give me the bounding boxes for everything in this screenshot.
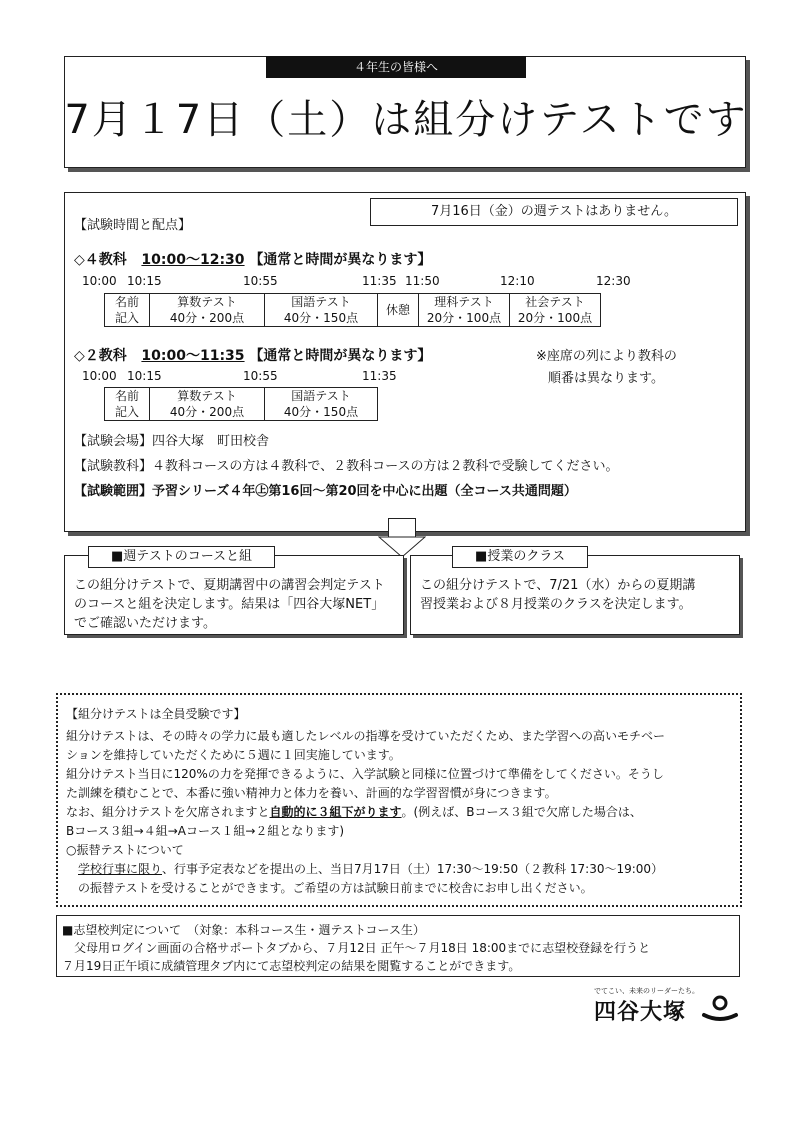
time-mark: 10:55 bbox=[243, 369, 278, 383]
table-cell: 算数テスト 40分・200点 bbox=[150, 294, 265, 327]
table-cell: 休憩 bbox=[378, 294, 419, 327]
absence-example: Bコース３組→４組→Aコース１組→２組となります) bbox=[66, 824, 345, 838]
weekly-test-text: のコースと組を決定します。結果は「四谷大塚NET」 bbox=[74, 597, 385, 612]
table-cell: 算数テスト 40分・200点 bbox=[150, 388, 265, 421]
course4-note: 【通常と時間が異なります】 bbox=[249, 252, 432, 268]
course4-schedule-table bbox=[104, 293, 601, 327]
course4-heading bbox=[74, 249, 431, 269]
all-students-heading: 【組分けテストは全員受験です】 bbox=[66, 707, 246, 721]
absence-notice: なお、組分けテストを欠席されますと自動的に３組下がります。(例えば、Bコース３組で欠席した場合は、 bbox=[66, 805, 642, 819]
seat-note: 順番は異なります。 bbox=[548, 371, 664, 386]
table-cell: 国語テスト 40分・150点 bbox=[265, 294, 378, 327]
grade-label: ４年生の皆様へ bbox=[266, 56, 526, 78]
weekly-test-heading: ■週テストのコースと組 bbox=[88, 546, 275, 568]
table-cell: 名前 記入 bbox=[105, 388, 150, 421]
table-cell: 国語テスト 40分・150点 bbox=[265, 388, 378, 421]
time-mark: 10:15 bbox=[127, 369, 162, 383]
school-judgement-text: 父母用ログイン画面の合格サポートタブから、７月12日 正午～７月18日 18:00までに志望校登録を行うと bbox=[74, 941, 651, 955]
school-judgement-heading: ■志望校判定について （対象：本科コース生・週テストコース生） bbox=[62, 923, 425, 937]
time-mark: 10:00 bbox=[82, 274, 117, 288]
course2-note: 【通常と時間が異なります】 bbox=[249, 348, 432, 364]
time-mark: 10:55 bbox=[243, 274, 278, 288]
course4-time: 10:00～12:30 bbox=[141, 252, 245, 268]
all-students-text: 組分けテストは、その時々の学力に最も適したレベルの指導を受けていただくため、また学習への高いモチベー bbox=[66, 729, 666, 743]
class-text: この組分けテストで、7/21（水）からの夏期講 bbox=[420, 578, 696, 593]
time-mark: 11:35 bbox=[362, 274, 397, 288]
absence-penalty: 自動的に３組下がります bbox=[269, 805, 402, 819]
logo-icon bbox=[700, 993, 740, 1025]
logo-text: 四谷大塚 bbox=[594, 1000, 687, 1025]
weekly-test-text: この組分けテストで、夏期講習中の講習会判定テスト bbox=[74, 578, 385, 593]
time-mark: 11:50 bbox=[405, 274, 440, 288]
makeup-heading: ○振替テストについて bbox=[66, 843, 184, 857]
exam-subjects: 【試験教科】４教科コースの方は４教科で、２教科コースの方は２教科で受験してください。 bbox=[74, 459, 619, 474]
makeup-text: 学校行事に限り、行事予定表などを提出の上、当日7月17日（土）17:30～19:50（２教科 17:30～19:00） bbox=[78, 862, 664, 876]
all-students-text: た訓練を積むことで、本番に強い精神力と体力を養い、計画的な学習習慣が身につきます。 bbox=[66, 786, 557, 800]
weekly-test-notice: 7月16日（金）の週テストはありません。 bbox=[370, 198, 738, 226]
time-mark: 11:35 bbox=[362, 369, 397, 383]
exam-venue: 【試験会場】四谷大塚 町田校舎 bbox=[74, 434, 270, 449]
class-text: 習授業および８月授業のクラスを決定します。 bbox=[420, 597, 692, 612]
table-row bbox=[105, 388, 378, 421]
table-cell: 名前 記入 bbox=[105, 294, 150, 327]
time-mark: 12:10 bbox=[500, 274, 535, 288]
school-judgement-text: ７月19日正午頃に成績管理タブ内にて志望校判定の結果を閲覧することができます。 bbox=[62, 959, 521, 973]
table-cell: 社会テスト 20分・100点 bbox=[510, 294, 601, 327]
seat-note: ※座席の列により教科の bbox=[536, 349, 677, 364]
time-mark: 12:30 bbox=[596, 274, 631, 288]
course2-schedule-table bbox=[104, 387, 378, 421]
page-title: 7月１7日（土）は組分けテストです bbox=[64, 97, 748, 143]
time-mark: 10:00 bbox=[82, 369, 117, 383]
course4-label: ◇４教科 bbox=[74, 252, 127, 268]
all-students-text: ションを維持していただくために５週に１回実施しています。 bbox=[66, 748, 401, 762]
table-cell: 理科テスト 20分・100点 bbox=[419, 294, 510, 327]
course2-time: 10:00～11:35 bbox=[141, 348, 245, 364]
makeup-text: の振替テストを受けることができます。ご希望の方は試験日前までに校舎にお申し出ください。 bbox=[78, 881, 593, 895]
weekly-test-text: でご確認いただけます。 bbox=[74, 616, 216, 631]
all-students-text: 組分けテスト当日に120%の力を発揮できるように、入学試験と同様に位置づけて準備をしてください。そうし bbox=[66, 767, 664, 781]
course2-heading bbox=[74, 345, 431, 365]
exam-time-heading: 【試験時間と配点】 bbox=[74, 218, 192, 233]
table-row bbox=[105, 294, 601, 327]
exam-range: 【試験範囲】予習シリーズ４年㊤第16回～第20回を中心に出題（全コース共通問題） bbox=[74, 484, 577, 499]
course2-label: ◇２教科 bbox=[74, 348, 127, 364]
logo-tagline: でてこい、未来のリーダーたち。 bbox=[594, 987, 699, 995]
time-mark: 10:15 bbox=[127, 274, 162, 288]
class-heading: ■授業のクラス bbox=[452, 546, 588, 568]
